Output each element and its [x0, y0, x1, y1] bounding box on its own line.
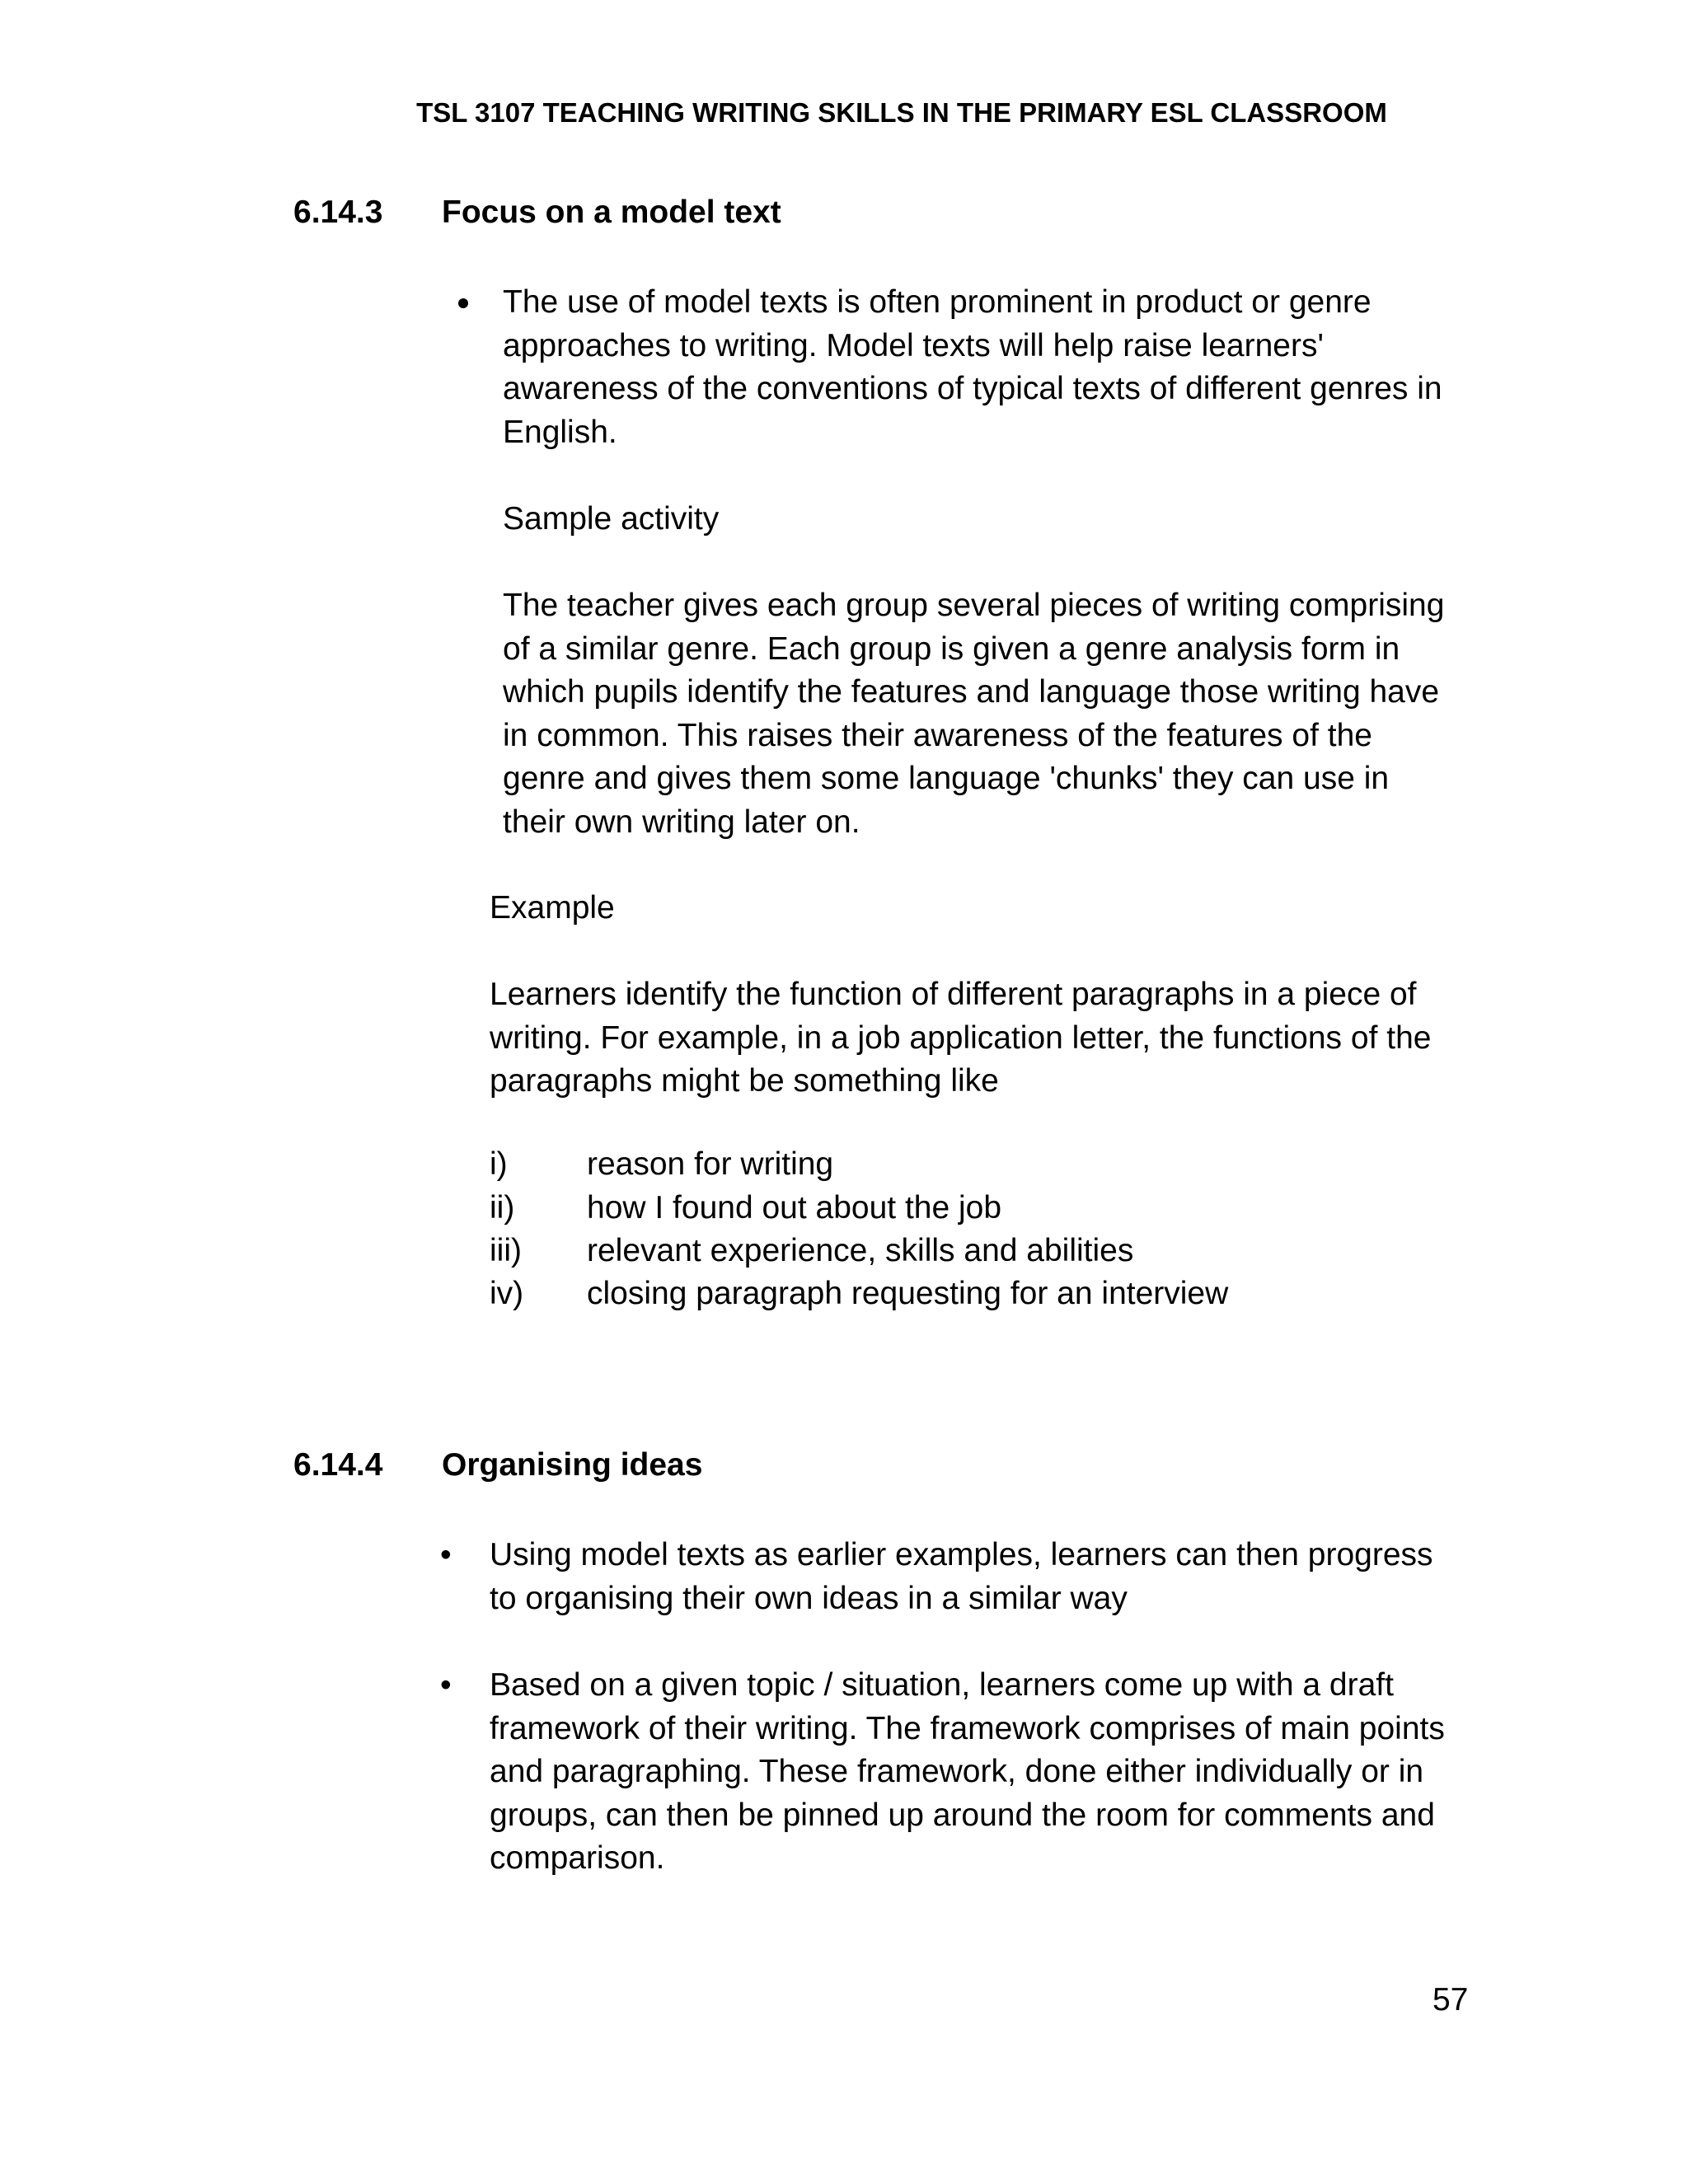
paragraph-line: and paragraphing. These framework, done either individually or in: [490, 1754, 1424, 1790]
paragraph-line: their own writing later on.: [503, 804, 860, 840]
bullet-icon: •: [440, 1667, 452, 1703]
document-header: TSL 3107 TEACHING WRITING SKILLS IN THE PRIMARY ESL CLASSROOM: [416, 97, 1387, 128]
paragraph-line: approaches to writing. Model texts will help raise learners': [503, 327, 1324, 363]
paragraph-line: paragraphs might be something like: [490, 1063, 999, 1099]
section-number: 6.14.4: [293, 1447, 383, 1483]
list-item-number: i): [490, 1146, 508, 1182]
paragraph-line: The teacher gives each group several pieces of writing comprising: [503, 588, 1445, 623]
example-heading: Example: [490, 890, 615, 926]
paragraph-line: of a similar genre. Each group is given a genre analysis form in: [503, 630, 1400, 667]
paragraph-line: to organising their own ideas in a similar way: [490, 1580, 1128, 1616]
list-item-number: iii): [490, 1233, 522, 1268]
paragraph-line: awareness of the conventions of typical texts of different genres in: [503, 371, 1442, 407]
page-number: 57: [1432, 1982, 1469, 2018]
organising-paragraph: [490, 1534, 1433, 1620]
paragraph-line: comparison.: [490, 1840, 665, 1877]
paragraph-line: Based on a given topic / situation, learners come up with a draft: [490, 1667, 1394, 1703]
section-number: 6.14.3: [293, 194, 383, 230]
bullet-icon: •: [440, 1537, 452, 1572]
sample-activity-heading: Sample activity: [503, 501, 720, 537]
bullet-icon: [458, 298, 468, 308]
paragraph-line: groups, can then be pinned up around the room for comments and: [490, 1797, 1435, 1833]
list-item-text: reason for writing: [587, 1146, 834, 1182]
paragraph-line: Using model texts as earlier examples, learners can then progress: [490, 1537, 1433, 1572]
paragraph-line: framework of their writing. The framework comprises of main points: [490, 1710, 1445, 1746]
section-title: Organising ideas: [442, 1447, 703, 1483]
paragraph-line: in common. This raises their awareness of the features of the: [503, 717, 1372, 753]
paragraph-line: genre and gives them some language 'chunks' they can use in: [503, 761, 1390, 797]
list-item-text: how I found out about the job: [587, 1190, 1002, 1226]
framework-paragraph: [490, 1664, 1445, 1881]
list-item-number: ii): [490, 1190, 515, 1226]
list-item-text: closing paragraph requesting for an interview: [587, 1276, 1229, 1311]
list-item-number: iv): [490, 1276, 524, 1311]
paragraph-line: Learners identify the function of different paragraphs in a piece of: [490, 977, 1417, 1012]
paragraph-line: The use of model texts is often prominent in product or genre: [503, 284, 1372, 320]
paragraph-line: writing. For example, in a job application letter, the functions of the: [490, 1019, 1432, 1056]
paragraph-line: which pupils identify the features and language those writing have: [503, 674, 1440, 710]
sample-activity-paragraph: [503, 584, 1444, 845]
example-paragraph: [490, 973, 1431, 1104]
paragraph-line: English.: [503, 414, 617, 450]
list-item-text: relevant experience, skills and abilities: [587, 1233, 1134, 1268]
model-text-paragraph: [503, 281, 1442, 454]
section-title: Focus on a model text: [442, 194, 781, 230]
